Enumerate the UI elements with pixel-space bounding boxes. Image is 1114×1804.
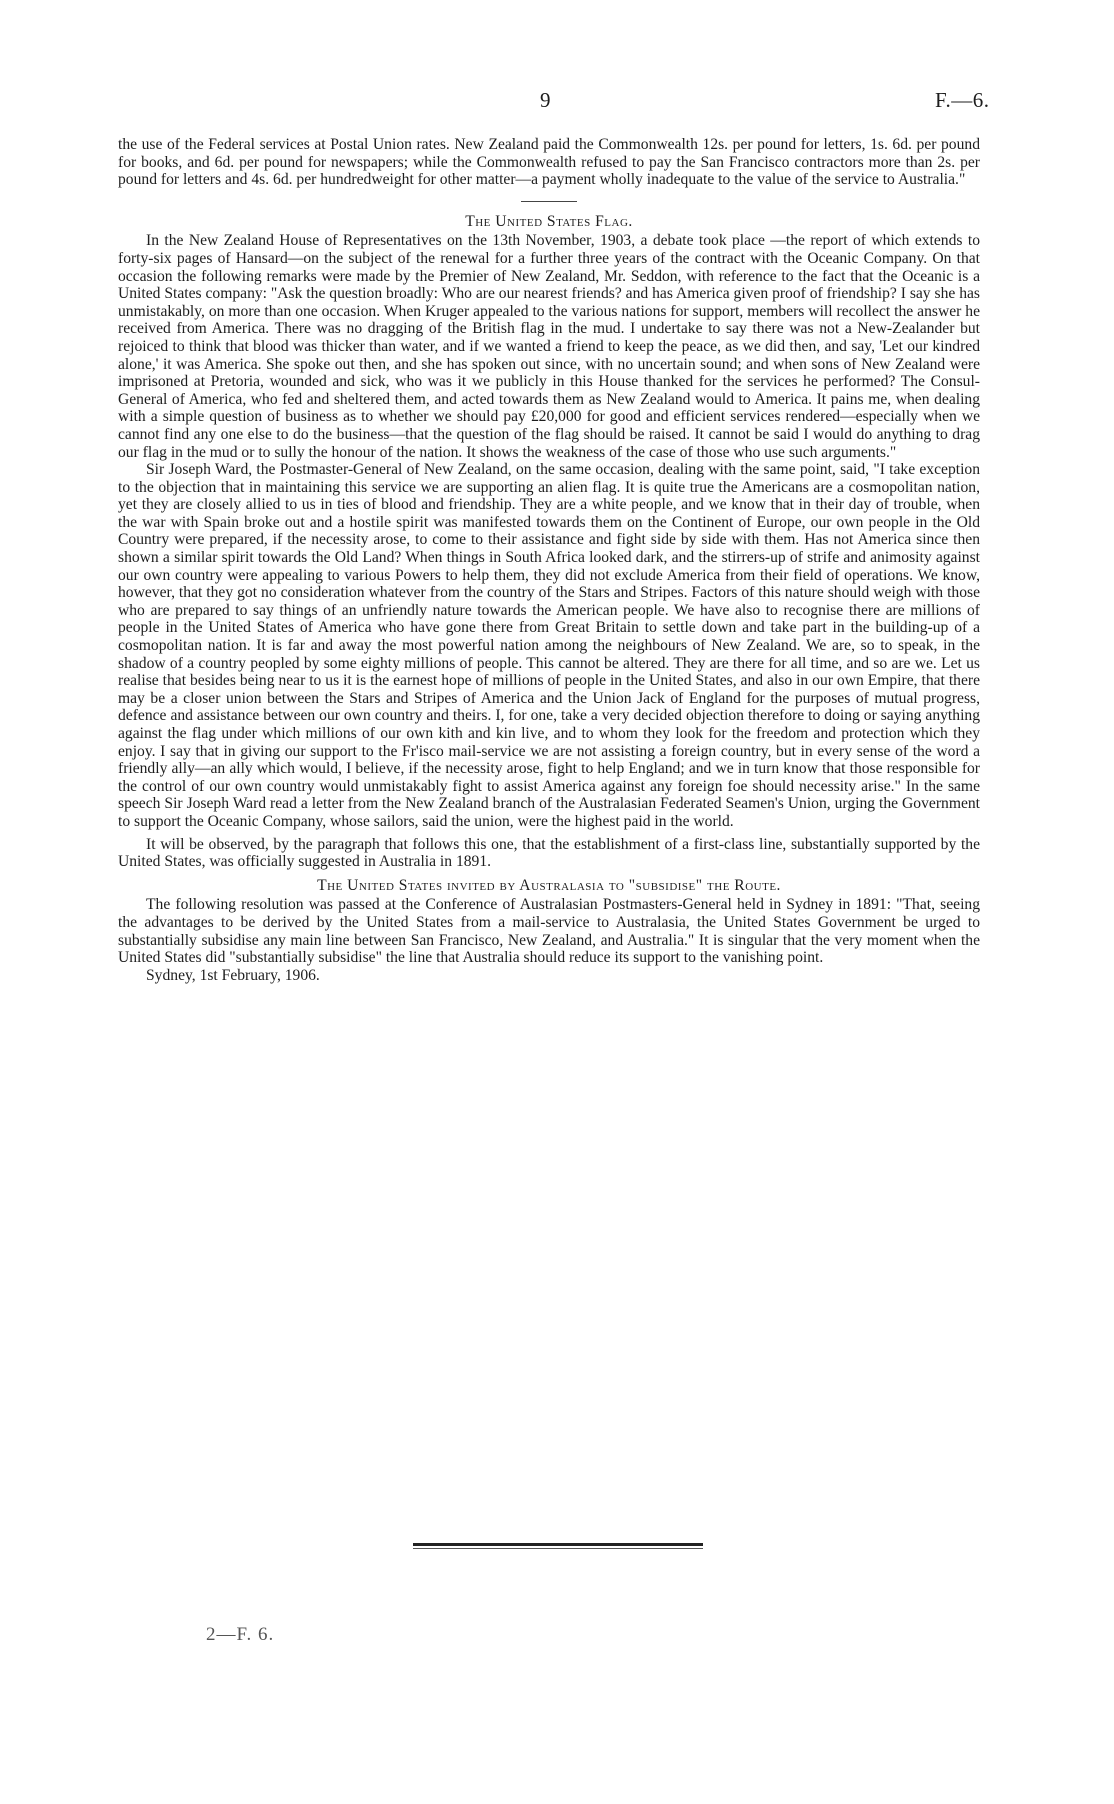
- section-heading-flag: The United States Flag.: [465, 212, 633, 230]
- section-heading-subsidise: The United States invited by Australasia to "subsidise" the Route.: [317, 876, 781, 894]
- page-number: 9: [540, 88, 551, 112]
- flag-paragraph-seddon: In the New Zealand House of Representatives on the 13th November, 1903, a debate took place —the report of which extends to forty-six pages of Hansard—on the subject of the renewal for a further three years of the contract with the Oceanic Company. On that occasion the following remarks were made by the Premier of New Zealand, Mr. Seddon, with reference to the fact that the Oceanic is a United States company: "Ask the question broadly: Who are our nearest friends? and has America given proof of friendship? I say she has unmistakably, on more than one occasion. When Kruger appealed to the various nations for support, members will recollect the answer he received from America. There was no dragging of the British flag in the mud. I undertake to say there was not a New-Zealander but rejoiced to think that blood was thicker than water, and if we wanted a friend to keep the peace, as we did then, and say, 'Let our kindred alone,' it was America. She spoke out then, and she has spoken out since, with no uncertain sound; and when sons of New Zealand were imprisoned at Pretoria, wounded and sick, who was it we publicly in this House thanked for the services he performed? The Consul-General of America, who fed and sheltered them, and acted towards them as New Zealand would to America. It pains me, when dealing with a simple question of business as to whether we should pay £20,000 for good and efficient services rendered—especially when we cannot find any one else to do the business—that the question of the flag should be raised. It cannot be said I would do anything to drag our flag in the mud or to sully the honour of the nation. It shows the weakness of the case of those who use such arguments.": [118, 232, 980, 461]
- sheet-signature-mark: 2—F. 6.: [206, 1624, 275, 1645]
- flag-paragraph-observation: It will be observed, by the paragraph that follows this one, that the establishment of a first-class line, substantially supported by the United States, was officially suggested in Australia in 1891.: [118, 835, 980, 871]
- section-divider: [521, 201, 577, 202]
- end-rule: [413, 1543, 703, 1549]
- document-body: [118, 136, 980, 984]
- opening-paragraph: the use of the Federal services at Postal Union rates. New Zealand paid the Commonwealth 12s. per pound for letters, 1s. 6d. per pound for books, and 6d. per pound for newspapers; while the Commonwealth refused to pay the San Francisco contractors more than 2s. per pound for letters and 4s. 6d. per hundredweight for other matter—a payment wholly inadequate to the value of the service to Australia.": [118, 136, 980, 189]
- subsidise-paragraph: The following resolution was passed at the Conference of Australasian Postmasters-General held in Sydney in 1891: "That, seeing the advantages to be derived by the United States from a mail-service to Australasia, the United States Government be urged to substantially subsidise any main line between San Francisco, New Zealand, and Australia." It is singular that the very moment when the United States did "substantially subsidise" the line that Australia should reduce its support to the vanishing point.: [118, 896, 980, 967]
- page-reference: F.—6.: [935, 88, 990, 112]
- signoff-date: Sydney, 1st February, 1906.: [146, 966, 320, 984]
- flag-paragraph-ward: Sir Joseph Ward, the Postmaster-General of New Zealand, on the same occasion, dealing with the same point, said, "I take exception to the objection that in maintaining this service we are supporting an alien flag. It is quite true the Americans are a cosmopolitan nation, yet they are closely allied to us in ties of blood and friendship. They are a white people, and we know that in their day of trouble, when the war with Spain broke out and a hostile spirit was manifested towards them on the Continent of Europe, our own people in the Old Country were prepared, if the necessity arose, to come to their assistance and fight side by side with them. Has not America since then shown a similar spirit towards the Old Land? When things in South Africa looked dark, and the stirrers-up of strife and animosity against our own country were appealing to various Powers to help them, they did not exclude America from their field of operations. We know, however, that they got no consideration whatever from the country of the Stars and Stripes. Factors of this nature should weigh with those who are prepared to say things of an unfriendly nature towards the American people. We have also to recognise there are millions of people in the United States of America who have gone there from Great Britain to settle down and take part in the building-up of a cosmopolitan nation. It is far and away the most powerful nation among the neighbours of New Zealand. We are, so to speak, in the shadow of a country peopled by some eighty millions of people. This cannot be altered. They are there for all time, and so are we. Let us realise that besides being near to us it is the earnest hope of millions of people in the United States, and also in our own Empire, that there may be a closer union between the Stars and Stripes of America and the Union Jack of England for the purposes of mutual progress, defence and assistance between our own country and theirs. I, for one, take a very decided objection therefore to doing or saying anything against the flag under which millions of our own kith and kin live, and to whom they look for the freedom and protection which they enjoy. I say that in giving our support to the Fr'isco mail-service we are not assisting a foreign country, but in every sense of the word a friendly ally—an ally which would, I believe, if the necessity arose, fight to help England; and we in turn know that those responsible for the control of our own country would unmistakably fight to assist America against any foreign foe should necessity arise." In the same speech Sir Joseph Ward read a letter from the New Zealand branch of the Australasian Federated Seamen's Union, urging the Government to support the Oceanic Company, whose sailors, said the union, were the highest paid in the world.: [118, 461, 980, 830]
